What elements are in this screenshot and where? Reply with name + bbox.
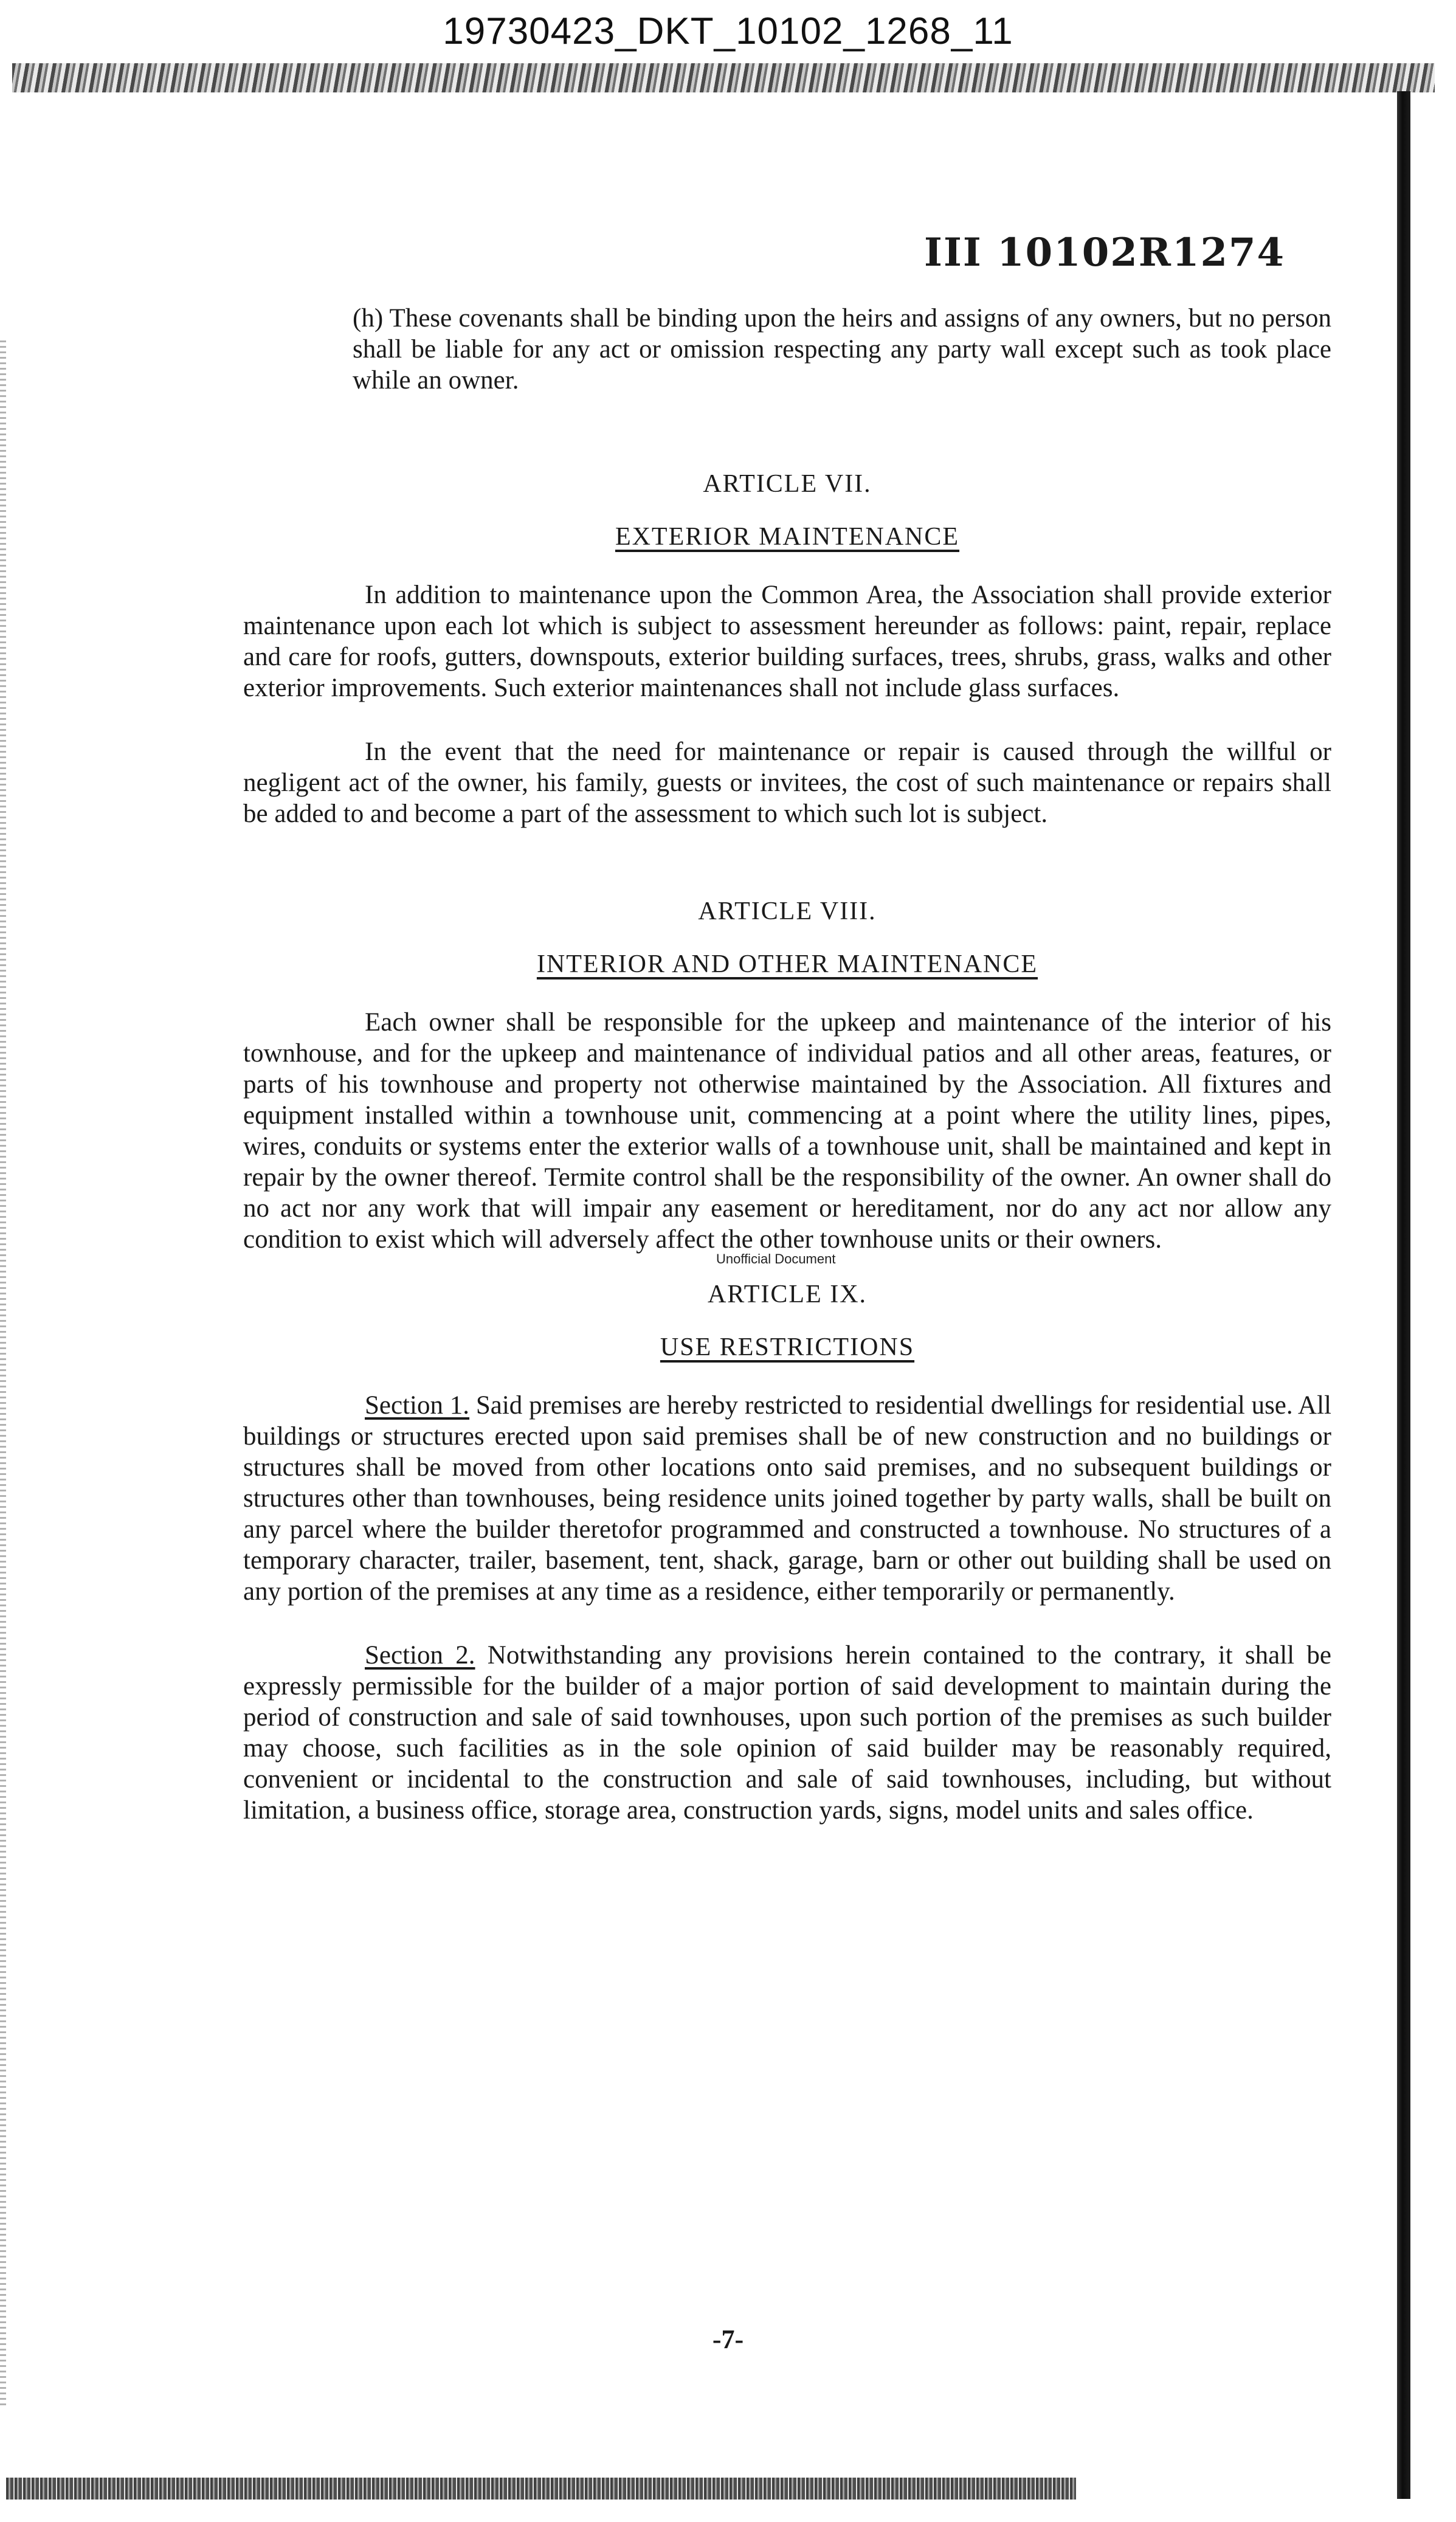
section-2-text: Notwithstanding any provisions herein contained to the contrary, it shall be expressly permissible for the builder of a major portion of said development to maintain during the period of construction and sale of said townhouses, upon such portion of the premises as such builder may choose, such facilities as in the sole opinion of said builder may be reasonably required, convenient or incidental to the construction and sale of said townhouses, including, but without limitation, a business office, storage area, construction yards, signs, model units and sales office. — [243, 1641, 1331, 1825]
page-number: -7- — [712, 2324, 744, 2354]
scan-artifact-left-edge — [0, 340, 6, 2408]
article-7-title: EXTERIOR MAINTENANCE — [615, 523, 960, 551]
scan-artifact-right-edge — [1397, 91, 1410, 2499]
scan-artifact-bottom — [6, 2478, 1076, 2500]
article-7-paragraph-2: In the event that the need for maintenance or repair is caused through the willful or negligent act of the owner, his family, guests or invitees, the cost of such maintenance or repairs shall be added to and become a part of the assessment to which such lot is subject. — [243, 738, 1331, 828]
document-body — [243, 303, 1331, 1859]
section-1-text: Said premises are hereby restricted to residential dwellings for residential use. All buildings or structures erected upon said premises shall be of new construction and no buildings or structures shall be moved from other locations onto said premises, and no subsequent buildings or structures other than townhouses, being residence units joined together by party walls, shall be built on any parcel where the builder theretofor programmed and constructed a townhouse. No structures of a temporary character, trailer, basement, tent, shack, garage, barn or other out building shall be used on any portion of the premises at any time as a residence, either temporarily or permanently. — [243, 1391, 1332, 1606]
scan-artifact-top — [12, 63, 1435, 92]
article-9-heading: ARTICLE IX. — [707, 1280, 868, 1308]
article-8-title: INTERIOR AND OTHER MAINTENANCE — [536, 950, 1038, 978]
article-7-heading: ARTICLE VII. — [703, 470, 872, 498]
article-9-section-1 — [243, 1390, 1331, 1607]
book-page-stamp: III 10102R1274 — [924, 230, 1286, 275]
section-1-label: Section 1. — [365, 1391, 470, 1420]
section-2-label: Section 2. — [365, 1641, 475, 1670]
article-9-section-2 — [243, 1640, 1331, 1826]
article-9-title: USE RESTRICTIONS — [660, 1333, 915, 1361]
paragraph-h: (h) These covenants shall be binding upon the heirs and assigns of any owners, but no person shall be liable for any act or omission respecting any party wall except such as took place while an owner. — [353, 304, 1331, 395]
article-8-paragraph-1: Each owner shall be responsible for the upkeep and maintenance of the interior of his townhouse, and for the upkeep and maintenance of individual patios and all other areas, features, or parts of his townhouse and property not otherwise maintained by the Association. All fixtures and equipment installed within a townhouse unit, commencing at a point where the utility lines, pipes, wires, conduits or systems enter the exterior walls of a townhouse unit, shall be maintained and kept in repair by the owner thereof. Termite control shall be the responsibility of the owner. An owner shall do no act nor any work that will impair any easement or hereditament, nor do any act nor allow any condition to exist which will adversely affect the other townhouse units or their owners. — [243, 1008, 1331, 1254]
document-id-header: 19730423_DKT_10102_1268_11 — [443, 10, 1013, 52]
article-8-heading: ARTICLE VIII. — [698, 897, 877, 925]
watermark-text: Unofficial Document — [716, 1251, 836, 1266]
article-7-paragraph-1: In addition to maintenance upon the Common Area, the Association shall provide exterior maintenance upon each lot which is subject to assessment hereunder as follows: paint, repair, replace and care for roofs, gutters, downspouts, exterior building surfaces, trees, shrubs, grass, walks and other exterior improvements. Such exterior maintenances shall not include glass surfaces. — [243, 581, 1331, 702]
